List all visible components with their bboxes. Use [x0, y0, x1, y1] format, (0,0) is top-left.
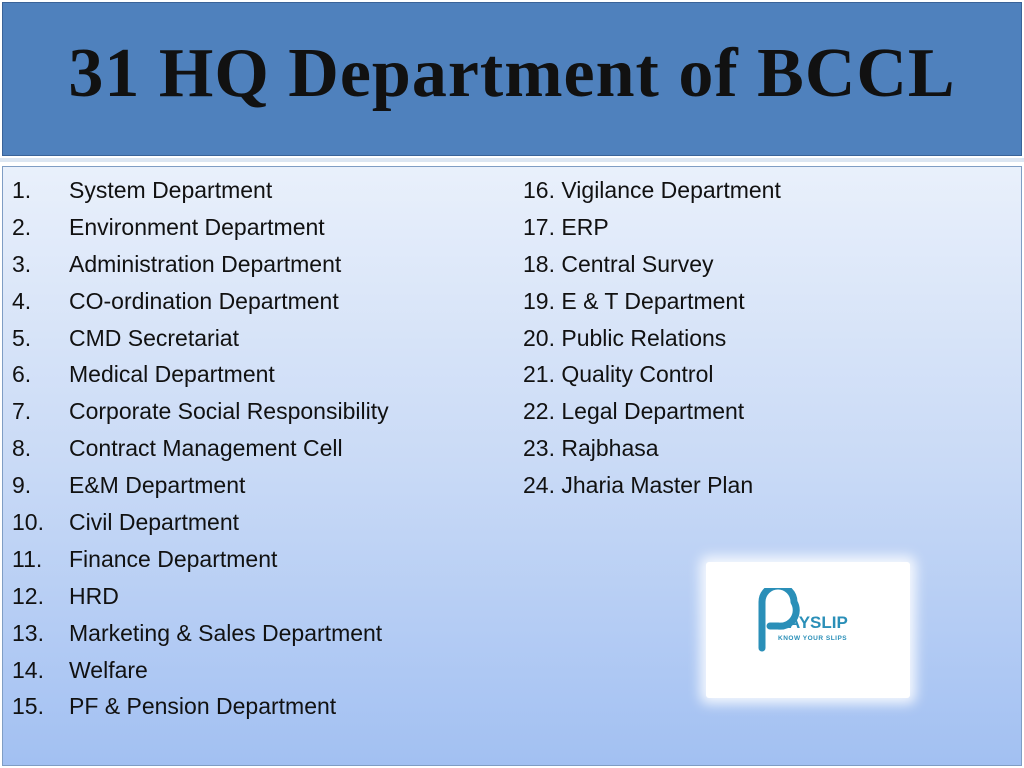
- item-number: 1.: [12, 177, 32, 203]
- logo-tagline: KNOW YOUR SLIPS: [778, 635, 848, 642]
- list-item: [12, 580, 502, 617]
- divider: [0, 158, 1024, 162]
- list-item: [12, 322, 502, 359]
- item-number: 5.: [12, 324, 32, 351]
- item-number: 10.: [12, 509, 44, 536]
- list-item: [12, 211, 502, 248]
- list-item: [12, 395, 502, 432]
- item-label: HRD: [69, 582, 119, 609]
- item-label: E&M Department: [69, 472, 246, 499]
- item-number: 9.: [12, 472, 32, 499]
- logo-wordmark: AYSLIP: [788, 613, 848, 632]
- item-label: Environment Department: [69, 213, 325, 240]
- list-item: 17. ERP: [523, 213, 609, 240]
- item-number: 3.: [12, 250, 32, 277]
- item-label: Administration Department: [69, 250, 342, 277]
- list-item: [12, 432, 502, 469]
- item-number: 14.: [12, 656, 44, 683]
- title-bar: [2, 2, 1022, 156]
- list-item: [12, 506, 502, 543]
- item-label: Medical Department: [69, 361, 275, 388]
- list-item: [12, 248, 502, 285]
- item-number: 4.: [12, 287, 32, 314]
- list-item: [12, 469, 502, 506]
- item-label: Civil Department: [69, 509, 239, 536]
- item-number: 15.: [12, 693, 44, 720]
- item-number: 8.: [12, 435, 32, 462]
- item-label: System Department: [69, 177, 273, 203]
- list-item: [12, 690, 502, 727]
- list-item: [12, 174, 502, 211]
- item-number: 12.: [12, 582, 44, 609]
- item-label: Welfare: [69, 656, 148, 683]
- item-label: Contract Management Cell: [69, 435, 343, 462]
- item-label: Finance Department: [69, 545, 278, 572]
- item-label: CO-ordination Department: [69, 287, 339, 314]
- list-item: [12, 543, 502, 580]
- list-item: 22. Legal Department: [523, 398, 745, 425]
- item-label: Marketing & Sales Department: [69, 619, 383, 646]
- list-item: [12, 617, 502, 654]
- item-number: 6.: [12, 361, 32, 388]
- item-number: 11.: [12, 545, 43, 572]
- list-item: [12, 358, 502, 395]
- payslip-logo: [706, 562, 910, 698]
- department-list-left: [12, 174, 502, 727]
- list-item: [12, 654, 502, 691]
- list-item: 24. Jharia Master Plan: [523, 472, 754, 499]
- list-item: [12, 285, 502, 322]
- list-item: 23. Rajbhasa: [523, 435, 659, 462]
- item-label: Corporate Social Responsibility: [69, 398, 389, 425]
- department-list-right: [523, 174, 1003, 506]
- payslip-logo-icon: [752, 588, 868, 658]
- list-item: 21. Quality Control: [523, 361, 714, 388]
- item-number: 7.: [12, 398, 32, 425]
- slide-title: 31 HQ Department of BCCL: [68, 35, 956, 112]
- list-item: 20. Public Relations: [523, 324, 727, 351]
- list-item: 19. E & T Department: [523, 287, 745, 314]
- item-label: CMD Secretariat: [69, 324, 239, 351]
- item-number: 2.: [12, 213, 32, 240]
- item-number: 13.: [12, 619, 44, 646]
- list-item: 18. Central Survey: [523, 250, 714, 277]
- list-item: 16. Vigilance Department: [523, 177, 781, 203]
- item-label: PF & Pension Department: [69, 693, 337, 720]
